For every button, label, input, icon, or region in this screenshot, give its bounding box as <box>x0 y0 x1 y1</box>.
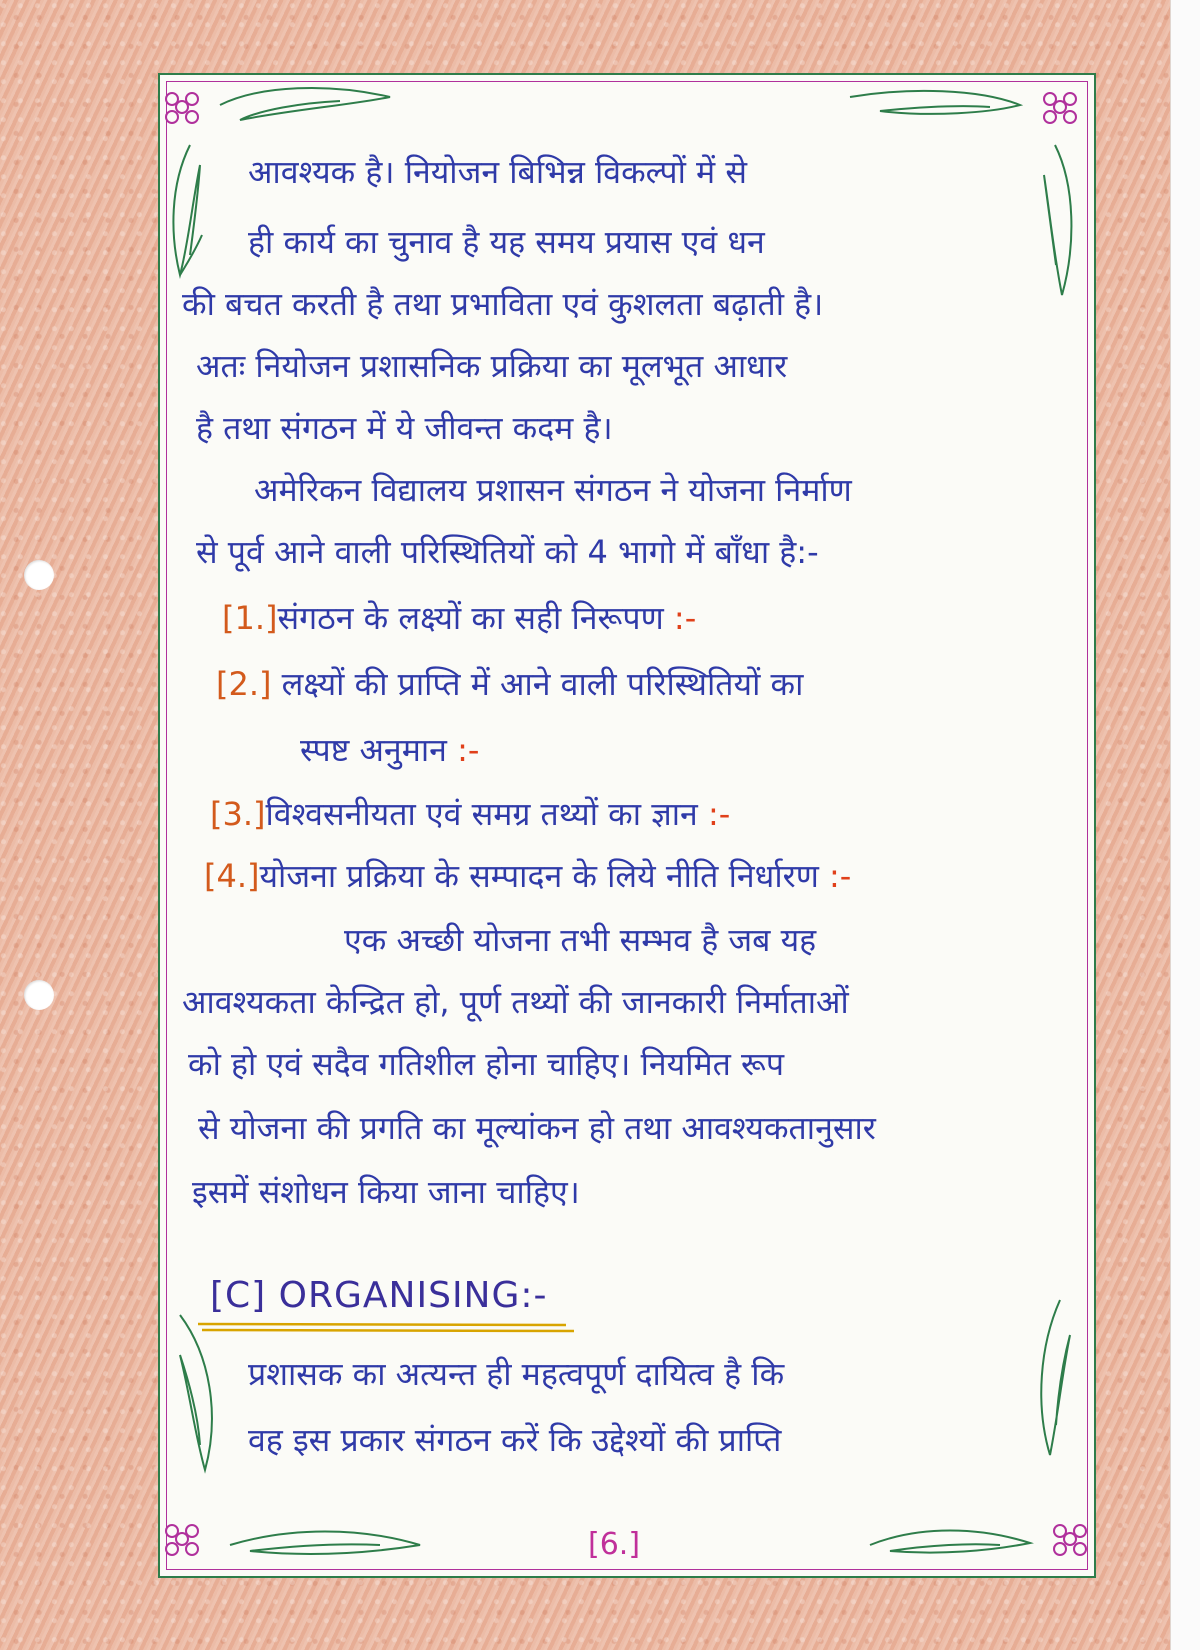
text-line: एक अच्छी योजना तभी सम्भव है जब यह <box>344 921 817 959</box>
list-text: लक्ष्यों की प्राप्ति में आने वाली परिस्थितियों का <box>281 665 804 703</box>
list-suffix: :- <box>707 795 731 833</box>
text-line: को हो एवं सदैव गतिशील होना चाहिए। नियमित रूप <box>188 1045 785 1083</box>
list-number: [4.] <box>204 857 260 895</box>
punch-hole-lower <box>24 980 54 1010</box>
list-text: संगठन के लक्ष्यों का सही निरूपण <box>277 599 664 637</box>
list-item <box>204 857 852 895</box>
list-number: [3.] <box>210 795 266 833</box>
text-line: आवश्यकता केन्द्रित हो, पूर्ण तथ्यों की जानकारी निर्माताओं <box>182 983 849 1021</box>
text-line: वह इस प्रकार संगठन करें कि उद्देश्यों की प्राप्ति <box>248 1421 782 1459</box>
text-line: है तथा संगठन में ये जीवन्त कदम है। <box>196 409 613 447</box>
text-line: प्रशासक का अत्यन्त ही महत्वपूर्ण दायित्व है कि <box>248 1355 785 1393</box>
text-line: अमेरिकन विद्यालय प्रशासन संगठन ने योजना निर्माण <box>254 471 852 509</box>
text-line: से पूर्व आने वाली परिस्थितियों को 4 भागो में बाँधा है:- <box>196 533 819 571</box>
list-suffix: :- <box>829 857 852 895</box>
list-text: स्पष्ट अनुमान <box>300 731 447 769</box>
top-right-vine-ornament <box>840 65 1100 305</box>
page-number: [6.] <box>588 1527 641 1562</box>
flower-icon <box>166 93 198 123</box>
list-item <box>222 599 697 637</box>
list-number: [1.] <box>222 599 278 637</box>
list-number: [2.] <box>216 665 272 703</box>
text-line: की बचत करती है तथा प्रभाविता एवं कुशलता बढ़ाती है। <box>182 285 824 323</box>
list-text: विश्वसनीयता एवं समग्र तथ्यों का ज्ञान <box>265 795 698 833</box>
bottom-right-vine-ornament <box>860 1295 1105 1580</box>
flower-icon <box>166 1525 198 1555</box>
text-line: ही कार्य का चुनाव है यह समय प्रयास एवं धन <box>248 223 765 261</box>
text-line: इसमें संशोधन किया जाना चाहिए। <box>192 1173 580 1211</box>
section-heading: [C] ORGANISING:- <box>210 1275 548 1316</box>
list-suffix: :- <box>457 731 480 769</box>
punch-hole-upper <box>24 560 54 590</box>
list-text: योजना प्रक्रिया के सम्पादन के लिये नीति निर्धारण <box>259 857 819 895</box>
text-line: से योजना की प्रगति का मूल्यांकन हो तथा आवश्यकतानुसार <box>198 1109 876 1147</box>
scan-edge <box>1170 0 1200 1650</box>
text-line: अतः नियोजन प्रशासनिक प्रक्रिया का मूलभूत आधार <box>196 347 788 385</box>
flower-icon <box>1054 1525 1086 1555</box>
list-item <box>300 731 480 769</box>
heading-underline <box>196 1320 576 1334</box>
list-suffix: :- <box>673 599 697 637</box>
text-line: आवश्यक है। नियोजन बिभिन्न विकल्पों में से <box>248 153 747 191</box>
list-item <box>216 665 804 703</box>
list-item <box>210 795 731 833</box>
flower-icon <box>1044 93 1076 123</box>
